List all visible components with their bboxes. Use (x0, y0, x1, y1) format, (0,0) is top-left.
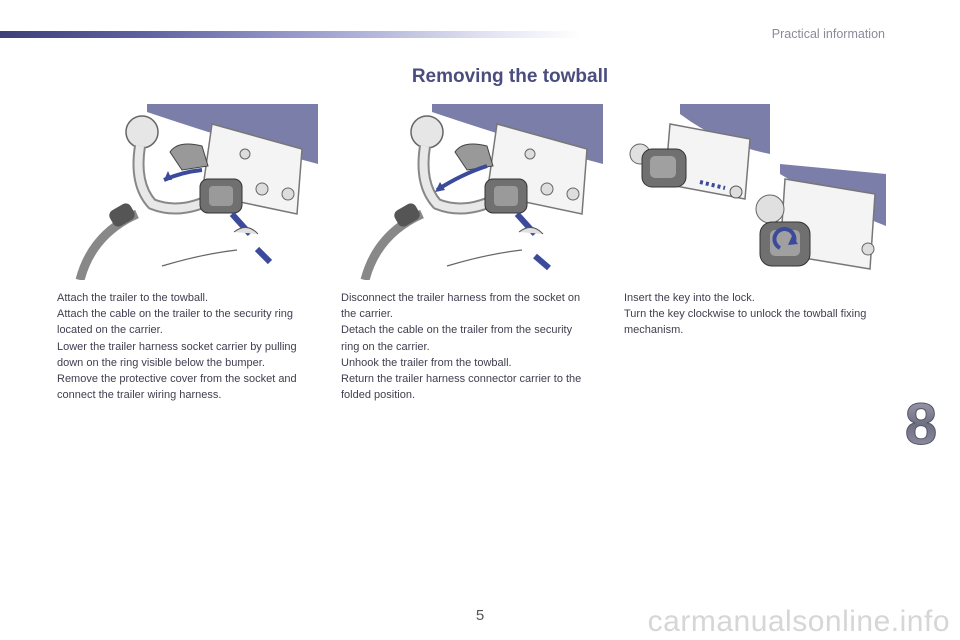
step-2-line: Detach the cable on the trailer from the security ring on the carrier. (341, 324, 573, 353)
step-3-line: Insert the key into the lock. (624, 292, 755, 304)
watermark: carmanualsonline.info (647, 605, 950, 638)
towball-attach-illustration (52, 104, 318, 280)
chapter-tab (896, 392, 946, 456)
header-gradient-bar (0, 31, 580, 38)
step-2-text (341, 290, 591, 403)
towball-key-unlock-illustration (620, 104, 886, 280)
page-number: 5 (475, 607, 485, 624)
step-1-line: Attach the trailer to the towball. (57, 292, 209, 304)
step-3-text (624, 290, 874, 339)
step-2-line: Return the trailer harness connector carrier to the folded position. (341, 373, 582, 402)
step-1-line: Lower the trailer harness socket carrier by pulling down on the ring visible below the bumper. (57, 340, 297, 369)
step-1-text (57, 290, 307, 403)
step-2-line: Unhook the trailer from the towball. (341, 356, 512, 369)
chapter-number: 8 (904, 392, 938, 456)
page-heading: Removing the towball (411, 66, 609, 87)
step-3-line: Turn the key clockwise to unlock the towball fixing mechanism. (624, 308, 867, 337)
step-1-line: Remove the protective cover from the socket and connect the trailer wiring harness. (57, 373, 297, 402)
section-title: Practical information (771, 27, 885, 41)
towball-disconnect-illustration (337, 104, 603, 280)
step-1-line: Attach the cable on the trailer to the security ring located on the carrier. (57, 308, 294, 337)
step-2-line: Disconnect the trailer harness from the socket on the carrier. (341, 292, 581, 321)
